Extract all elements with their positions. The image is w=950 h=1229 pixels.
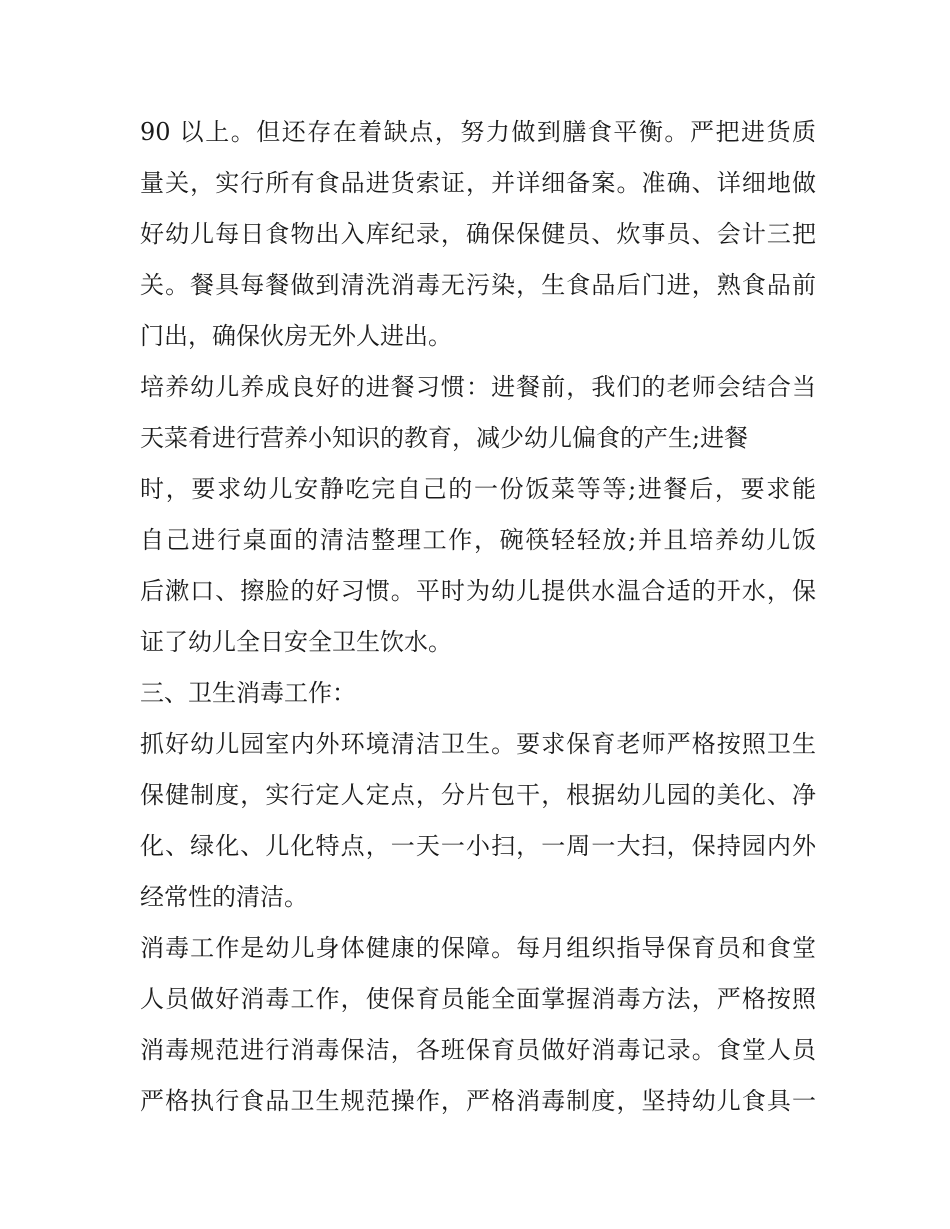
text-line: 门出，确保伙房无外人进出。 (140, 322, 452, 350)
text-line: 证了幼儿全日安全卫生饮水。 (140, 628, 452, 656)
text-line: 化、绿化、儿化特点，一天一小扫，一周一大扫，保持园内外 (140, 832, 816, 860)
text-line: 保健制度，实行定人定点，分片包干，根据幼儿园的美化、净 (140, 781, 816, 809)
text-line: 严格执行食品卫生规范操作，严格消毒制度，坚持幼儿食具一 (140, 1087, 816, 1115)
document-body (140, 107, 816, 1127)
text-line: 后漱口、擦脸的好习惯。平时为幼儿提供水温合适的开水，保 (140, 577, 816, 605)
text-line: 培养幼儿养成良好的进餐习惯：进餐前，我们的老师会结合当 (140, 373, 816, 401)
section-heading: 三、卫生消毒工作： (140, 679, 356, 707)
text-line: 天菜肴进行营养小知识的教育，减少幼儿偏食的产生;进餐 (140, 424, 749, 452)
text-line: 量关，实行所有食品进货索证，并详细备案。准确、详细地做 (140, 169, 816, 197)
text-line: 抓好幼儿园室内外环境清洁卫生。要求保育老师严格按照卫生 (140, 730, 816, 758)
text-line: 消毒工作是幼儿身体健康的保障。每月组织指导保育员和食堂 (140, 934, 816, 962)
text-line: 消毒规范进行消毒保洁，各班保育员做好消毒记录。食堂人员 (140, 1036, 816, 1064)
text-line: 经常性的清洁。 (140, 883, 308, 911)
text-line: 时，要求幼儿安静吃完自己的一份饭菜等等;进餐后，要求能 (140, 475, 816, 503)
text-line: 90 以上。但还存在着缺点，努力做到膳食平衡。严把进货质 (140, 118, 816, 146)
text-line: 关。餐具每餐做到清洗消毒无污染，生食品后门进，熟食品前 (140, 271, 816, 299)
text-line: 人员做好消毒工作，使保育员能全面掌握消毒方法，严格按照 (140, 985, 816, 1013)
text-line: 好幼儿每日食物出入库纪录，确保保健员、炊事员、会计三把 (140, 220, 816, 248)
text-line: 自己进行桌面的清洁整理工作，碗筷轻轻放;并且培养幼儿饭 (140, 526, 816, 554)
